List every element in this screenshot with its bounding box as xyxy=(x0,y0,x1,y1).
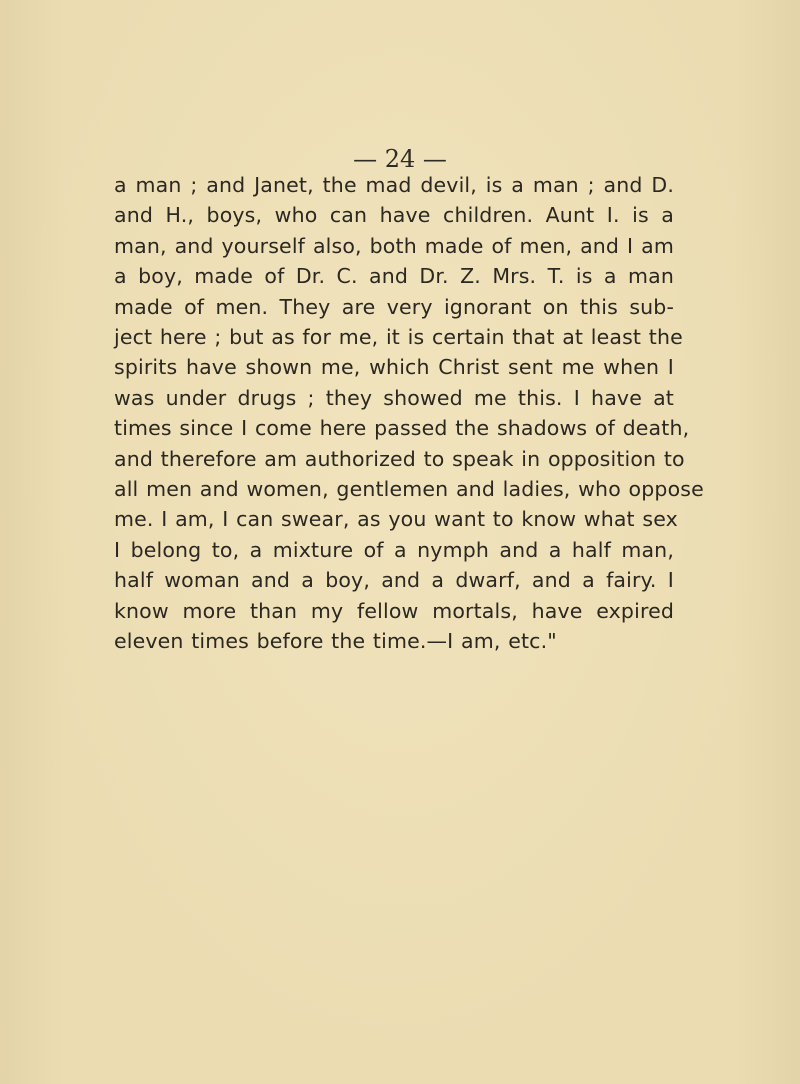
text-line: made of men. They are very ignorant on this sub- xyxy=(114,294,674,319)
text-line: eleven times before the time.—I am, etc." xyxy=(114,629,557,654)
text-line: spirits have shown me, which Christ sent me when I xyxy=(114,355,674,380)
text-line: and therefore am authorized to speak in opposition to xyxy=(114,446,685,471)
text-line: man, and yourself also, both made of men, and I am xyxy=(114,233,674,258)
page-number: — 24 — xyxy=(353,145,447,173)
text-line: a boy, made of Dr. C. and Dr. Z. Mrs. T. is a man xyxy=(114,264,674,289)
text-line: half woman and a boy, and a dwarf, and a fairy. I xyxy=(114,568,674,593)
text-line: and H., boys, who can have children. Aunt I. is a xyxy=(114,203,674,228)
body-text xyxy=(114,170,704,657)
text-line: know more than my fellow mortals, have expired xyxy=(114,598,674,623)
text-line: ject here ; but as for me, it is certain that at least the xyxy=(114,325,683,350)
text-line: a man ; and Janet, the mad devil, is a man ; and D. xyxy=(114,173,674,197)
text-line: was under drugs ; they showed me this. I have at xyxy=(114,385,674,410)
text-line: me. I am, I can swear, as you want to know what sex xyxy=(114,507,678,532)
text-line: times since I come here passed the shadows of death, xyxy=(114,416,690,441)
text-line: all men and women, gentlemen and ladies, who oppose xyxy=(114,477,704,502)
text-line: I belong to, a mixture of a nymph and a half man, xyxy=(114,537,674,562)
